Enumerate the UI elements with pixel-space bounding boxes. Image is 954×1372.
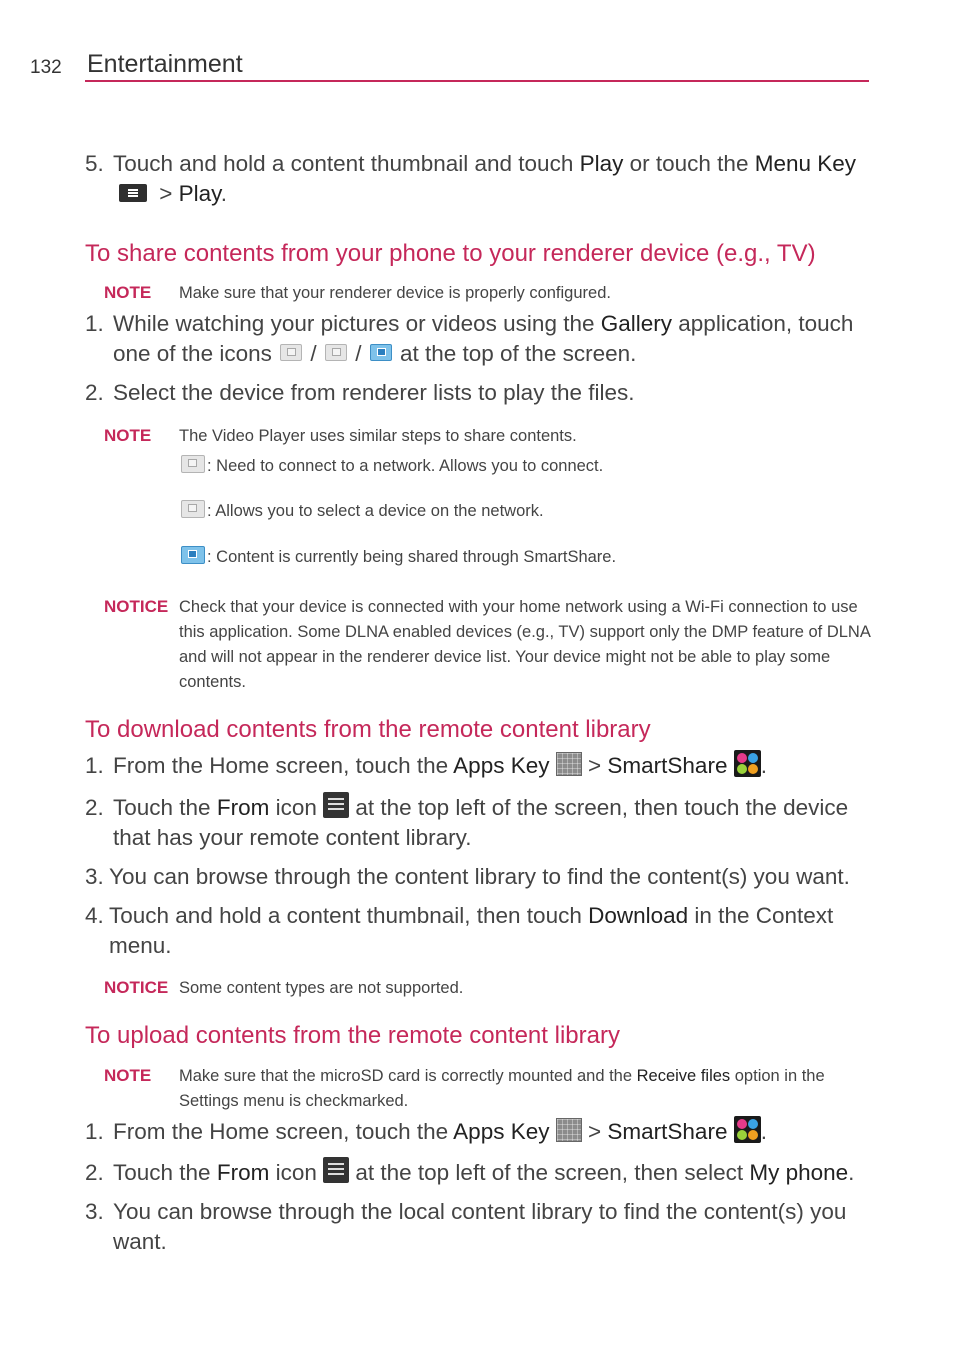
download-step-4: 4. Touch and hold a content thumbnail, then touch Download in the Context menu. bbox=[85, 903, 834, 958]
smartshare-icon bbox=[734, 1116, 761, 1143]
apps-key-icon bbox=[556, 752, 582, 776]
notice-text: Check that your device is connected with your home network using a Wi-Fi connection to use this application. Some DLNA enabled devices (e.g., TV) support only the DMP feature of DLNA and will not appear in the renderer device list. Your device might not be able to play some contents. bbox=[179, 598, 870, 691]
apps-key-icon bbox=[556, 1118, 582, 1142]
icon-legend-connect: : Need to connect to a network. Allows you to connect. bbox=[179, 454, 873, 479]
icon-legend-select: : Allows you to select a device on the network. bbox=[179, 499, 873, 524]
menu-key-icon bbox=[119, 184, 147, 202]
play-label: Play bbox=[178, 181, 221, 206]
step-5: 5. Touch and hold a content thumbnail and touch Play or touch the Menu Key > Play. bbox=[85, 151, 857, 206]
section-heading-share: To share contents from your phone to your renderer device (e.g., TV) bbox=[85, 240, 816, 267]
icon-legend-sharing: : Content is currently being shared through SmartShare. bbox=[179, 545, 873, 570]
connect-network-icon bbox=[280, 344, 302, 361]
upload-step-3: 3. You can browse through the local content library to find the content(s) you want. bbox=[85, 1199, 847, 1254]
menu-key-label: Menu Key bbox=[754, 151, 857, 176]
upload-step-2: 2. Touch the From icon at the top left of the screen, then select My phone. bbox=[85, 1158, 875, 1188]
select-device-icon bbox=[325, 344, 347, 361]
from-label: From bbox=[216, 795, 270, 820]
download-label: Download bbox=[588, 903, 689, 928]
apps-key-label: Apps Key bbox=[453, 1119, 550, 1144]
share-step-1: 1. While watching your pictures or videos using the Gallery application, touch one of the icons / / at the top of the screen. bbox=[85, 311, 854, 366]
chapter-title: Entertainment bbox=[87, 50, 243, 78]
smartshare-label: SmartShare bbox=[607, 753, 728, 778]
header-rule bbox=[85, 80, 869, 82]
download-step-3: 3. You can browse through the content library to find the content(s) you want. bbox=[85, 864, 850, 889]
section-heading-download: To download contents from the remote content library bbox=[85, 716, 651, 743]
download-step-1: 1. From the Home screen, touch the Apps Key > SmartShare . bbox=[85, 751, 875, 781]
step-number: 5. bbox=[85, 151, 104, 176]
select-device-icon bbox=[181, 500, 205, 518]
connect-network-icon bbox=[181, 455, 205, 473]
my-phone-label: My phone bbox=[749, 1160, 849, 1185]
share-step-2: 2. Select the device from renderer lists to play the files. bbox=[85, 380, 635, 405]
note-label: NOTE bbox=[104, 1066, 152, 1085]
smartshare-icon bbox=[734, 750, 761, 777]
section-heading-upload: To upload contents from the remote content library bbox=[85, 1022, 620, 1049]
note-label: NOTE bbox=[104, 426, 152, 445]
notice-label: NOTICE bbox=[104, 597, 169, 616]
note-label: NOTE bbox=[104, 283, 152, 302]
from-icon bbox=[323, 1157, 349, 1183]
note-text: Make sure that your renderer device is properly configured. bbox=[179, 284, 611, 302]
sharing-icon bbox=[181, 546, 205, 564]
from-icon bbox=[323, 792, 349, 818]
apps-key-label: Apps Key bbox=[453, 753, 550, 778]
notice-text: Some content types are not supported. bbox=[179, 979, 464, 997]
receive-files-label: Receive files bbox=[636, 1067, 731, 1085]
page-number: 132 bbox=[30, 57, 62, 78]
note-text: The Video Player uses similar steps to share contents. bbox=[179, 427, 577, 445]
download-step-2: 2. Touch the From icon at the top left of the screen, then touch the device that has your remote content library. bbox=[85, 793, 875, 853]
note-text: Make sure that the microSD card is correctly mounted and the Receive files option in the Settings menu is checkmarked. bbox=[179, 1067, 825, 1110]
play-label: Play bbox=[579, 151, 624, 176]
notice-label: NOTICE bbox=[104, 978, 169, 997]
upload-step-1: 1. From the Home screen, touch the Apps Key > SmartShare . bbox=[85, 1117, 875, 1147]
sharing-icon bbox=[370, 344, 392, 361]
from-label: From bbox=[216, 1160, 270, 1185]
gallery-label: Gallery bbox=[600, 311, 673, 336]
smartshare-label: SmartShare bbox=[607, 1119, 728, 1144]
